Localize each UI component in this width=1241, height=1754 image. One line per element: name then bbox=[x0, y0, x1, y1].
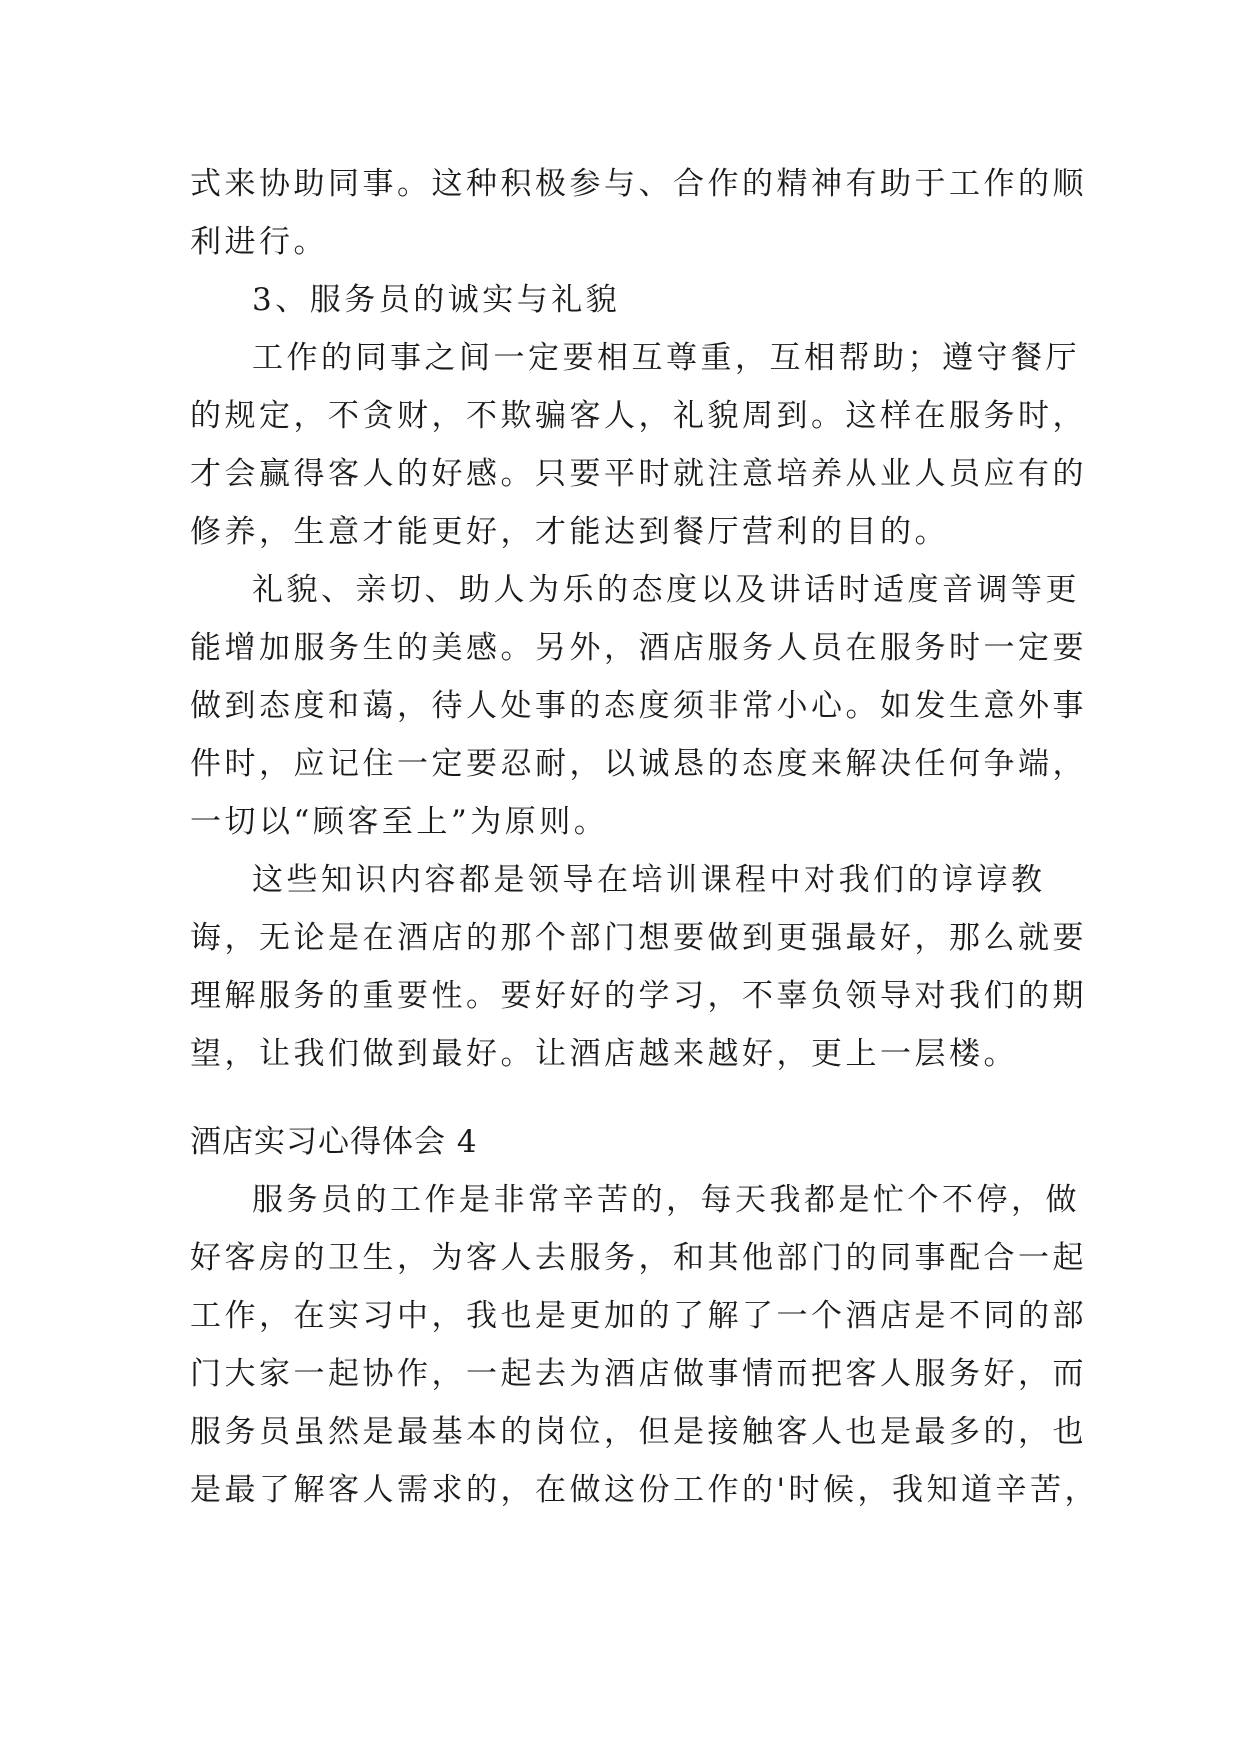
text-line: 一切以“顾客至上”为原则。 bbox=[190, 804, 609, 840]
text-line: 修养，生意才能更好，才能达到餐厅营利的目的。 bbox=[190, 514, 949, 550]
text-line: 诲，无论是在酒店的那个部门想要做到更强最好，那么就要 bbox=[190, 920, 1087, 956]
text-line: 这些知识内容都是领导在培训课程中对我们的谆谆教 bbox=[252, 862, 1046, 898]
text-line: 服务员虽然是最基本的岗位，但是接触客人也是最多的，也 bbox=[190, 1414, 1087, 1450]
text-line: 才会赢得客人的好感。只要平时就注意培养从业人员应有的 bbox=[190, 456, 1087, 492]
paragraph-5 bbox=[190, 1171, 1100, 1519]
text-line: 好客房的卫生，为客人去服务，和其他部门的同事配合一起 bbox=[190, 1240, 1087, 1276]
text-line: 工作，在实习中，我也是更加的了解了一个酒店是不同的部 bbox=[190, 1298, 1087, 1334]
subheading: 3、服务员的诚实与礼貌 bbox=[252, 282, 621, 318]
text-line: 礼貌、亲切、助人为乐的态度以及讲话时适度音调等更 bbox=[252, 572, 1080, 608]
text-line: 能增加服务生的美感。另外，酒店服务人员在服务时一定要 bbox=[190, 630, 1087, 666]
paragraph-2 bbox=[190, 329, 1087, 561]
paragraph-1 bbox=[190, 155, 1087, 271]
text-line: 式来协助同事。这种积极参与、合作的精神有助于工作的顺 bbox=[190, 166, 1087, 202]
text-line: 的规定，不贪财，不欺骗客人，礼貌周到。这样在服务时， bbox=[190, 398, 1087, 434]
text-line: 利进行。 bbox=[190, 224, 328, 260]
text-line: 件时，应记住一定要忍耐，以诚恳的态度来解决任何争端， bbox=[190, 746, 1087, 782]
text-line: 望，让我们做到最好。让酒店越来越好，更上一层楼。 bbox=[190, 1036, 1018, 1072]
text-line: 门大家一起协作，一起去为酒店做事情而把客人服务好，而 bbox=[190, 1356, 1087, 1392]
text-line: 理解服务的重要性。要好好的学习，不辜负领导对我们的期 bbox=[190, 978, 1087, 1014]
section-title: 酒店实习心得体会 4 bbox=[190, 1124, 478, 1160]
text-line: 是最了解客人需求的，在做这份工作的'时候，我知道辛苦， bbox=[190, 1472, 1100, 1508]
document-body bbox=[190, 155, 1100, 1519]
section-gap bbox=[190, 1083, 1060, 1113]
paragraph-3 bbox=[190, 561, 1087, 851]
text-line: 做到态度和蔼，待人处事的态度须非常小心。如发生意外事 bbox=[190, 688, 1087, 724]
paragraph-4 bbox=[190, 851, 1087, 1083]
text-line: 工作的同事之间一定要相互尊重，互相帮助；遵守餐厅 bbox=[252, 340, 1080, 376]
text-line: 服务员的工作是非常辛苦的，每天我都是忙个不停，做 bbox=[252, 1182, 1080, 1218]
